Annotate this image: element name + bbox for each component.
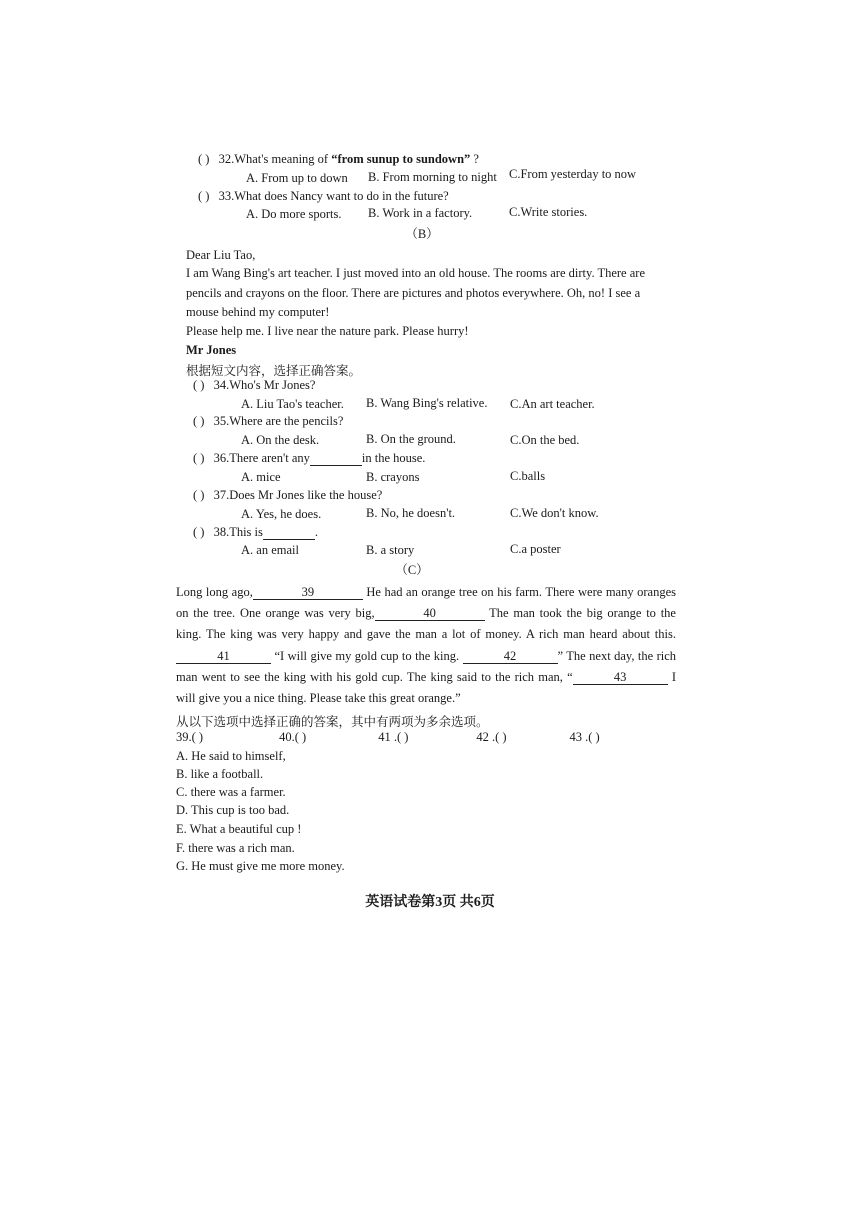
answer-slot-39: 39.( )	[176, 730, 204, 744]
q36-option-c: C.balls	[510, 469, 546, 483]
letter-signature: Mr Jones	[186, 343, 237, 357]
q35-option-c: C.On the bed.	[510, 433, 580, 447]
cloze-text: I will give you a nice thing. Please take this great orange.”	[176, 669, 677, 706]
cloze-passage	[176, 582, 676, 709]
q33-option-b: B. Work in a factory.	[368, 206, 473, 220]
question-37	[193, 488, 382, 503]
question-34	[193, 378, 315, 393]
cloze-blank-40: 40	[375, 607, 485, 621]
answer-slot-43: 43 .( )	[569, 730, 600, 744]
q36-option-b: B. crayons	[366, 470, 420, 484]
answer-slot-41: 41 .( )	[378, 730, 409, 744]
question-36	[193, 451, 425, 466]
q33-option-c: C.Write stories.	[509, 205, 588, 219]
question-tail: ?	[473, 152, 479, 166]
question-38	[193, 525, 318, 540]
q37-option-c: C.We don't know.	[510, 506, 599, 520]
q34-option-c: C.An art teacher.	[510, 397, 595, 411]
cloze-text: ” The next day, the rich man went to see the king with his gold cup. The king said to the rich man, “	[176, 648, 677, 684]
cloze-text: “I will give my gold cup to the king.	[274, 648, 460, 663]
option-c: C. there was a farmer.	[176, 785, 286, 799]
answer-paren: ( )	[198, 189, 210, 203]
question-35	[193, 414, 343, 429]
letter-line-2: pencils and crayons on the floor. There are pictures and photos everywhere. Oh, no! I see a	[186, 286, 641, 300]
section-b-title: （B）	[405, 227, 439, 241]
cloze-text: Long long ago,	[176, 585, 253, 599]
q34-option-a: A. Liu Tao's teacher.	[241, 397, 344, 411]
question-32	[198, 152, 479, 167]
answer-paren: ( )	[193, 378, 205, 392]
question-phrase: “from sunup to sundown”	[331, 152, 471, 166]
q34-option-b: B. Wang Bing's relative.	[366, 396, 488, 410]
q35-option-a: A. On the desk.	[241, 433, 320, 447]
question-stem: 33.What does Nancy want to do in the future?	[218, 189, 449, 203]
question-stem: 32.What's meaning of	[218, 152, 329, 166]
question-stem-end: in the house.	[361, 451, 426, 465]
letter-greeting: Dear Liu Tao,	[186, 248, 256, 262]
answer-paren: ( )	[193, 488, 205, 502]
answer-paren: ( )	[193, 451, 205, 465]
answer-paren: ( )	[198, 152, 210, 166]
cloze-blank-42: 42	[463, 650, 558, 664]
q32-option-a: A. From up to down	[246, 171, 348, 185]
option-e: E. What a beautiful cup !	[176, 822, 302, 836]
page-footer: 英语试卷第3页 共6页	[365, 895, 495, 910]
question-stem-end: .	[314, 525, 319, 539]
q32-option-c: C.From yesterday to now	[509, 167, 637, 181]
question-33	[198, 189, 449, 204]
option-a: A. He said to himself,	[176, 749, 286, 763]
answer-paren: ( )	[193, 414, 205, 428]
letter-line-4: Please help me. I live near the nature park. Please hurry!	[186, 324, 469, 338]
answer-slot-40: 40.( )	[279, 730, 307, 744]
instruction-b: 根据短文内容，选择正确答案。	[186, 364, 362, 378]
answer-slot-42: 42 .( )	[476, 730, 507, 744]
q38-option-c: C.a poster	[510, 542, 561, 556]
fill-blank	[310, 452, 362, 466]
cloze-text: The man took the big orange to the king. The king was very happy and gave the man a lot of money. A rich man heard about this.	[176, 606, 676, 642]
cloze-blank-43: 43	[573, 671, 668, 685]
option-f: F. there was a rich man.	[176, 841, 295, 855]
q37-option-a: A. Yes, he does.	[241, 507, 322, 521]
question-stem: 37.Does Mr Jones like the house?	[213, 488, 383, 502]
q38-option-b: B. a story	[366, 543, 415, 557]
q35-option-b: B. On the ground.	[366, 432, 456, 446]
instruction-c: 从以下选项中选择正确的答案，其中有两项为多余选项。	[176, 715, 489, 729]
fill-blank	[263, 526, 315, 540]
section-c-title: （C）	[395, 563, 429, 577]
q36-option-a: A. mice	[241, 470, 281, 484]
letter-line-3: mouse behind my computer!	[186, 305, 330, 319]
question-stem: 34.Who's Mr Jones?	[213, 378, 316, 392]
option-g: G. He must give me more money.	[176, 859, 345, 873]
q37-option-b: B. No, he doesn't.	[366, 506, 456, 520]
option-d: D. This cup is too bad.	[176, 803, 290, 817]
cloze-blank-39: 39	[253, 586, 363, 600]
cloze-text: He had an orange tree on his farm. There were many oranges on the tree. One orange was very big,	[176, 585, 676, 621]
option-b: B. like a football.	[176, 767, 264, 781]
q33-option-a: A. Do more sports.	[246, 207, 342, 221]
letter-line-1: I am Wang Bing's art teacher. I just moved into an old house. The rooms are dirty. There are	[186, 266, 645, 280]
q38-option-a: A. an email	[241, 543, 299, 557]
q32-option-b: B. From morning to night	[368, 170, 497, 184]
question-stem: 36.There aren't any	[213, 451, 310, 465]
answer-paren: ( )	[193, 525, 205, 539]
cloze-blank-41: 41	[176, 650, 271, 664]
answer-slots-row	[176, 730, 600, 745]
question-stem: 38.This is	[213, 525, 263, 539]
question-stem: 35.Where are the pencils?	[213, 414, 344, 428]
